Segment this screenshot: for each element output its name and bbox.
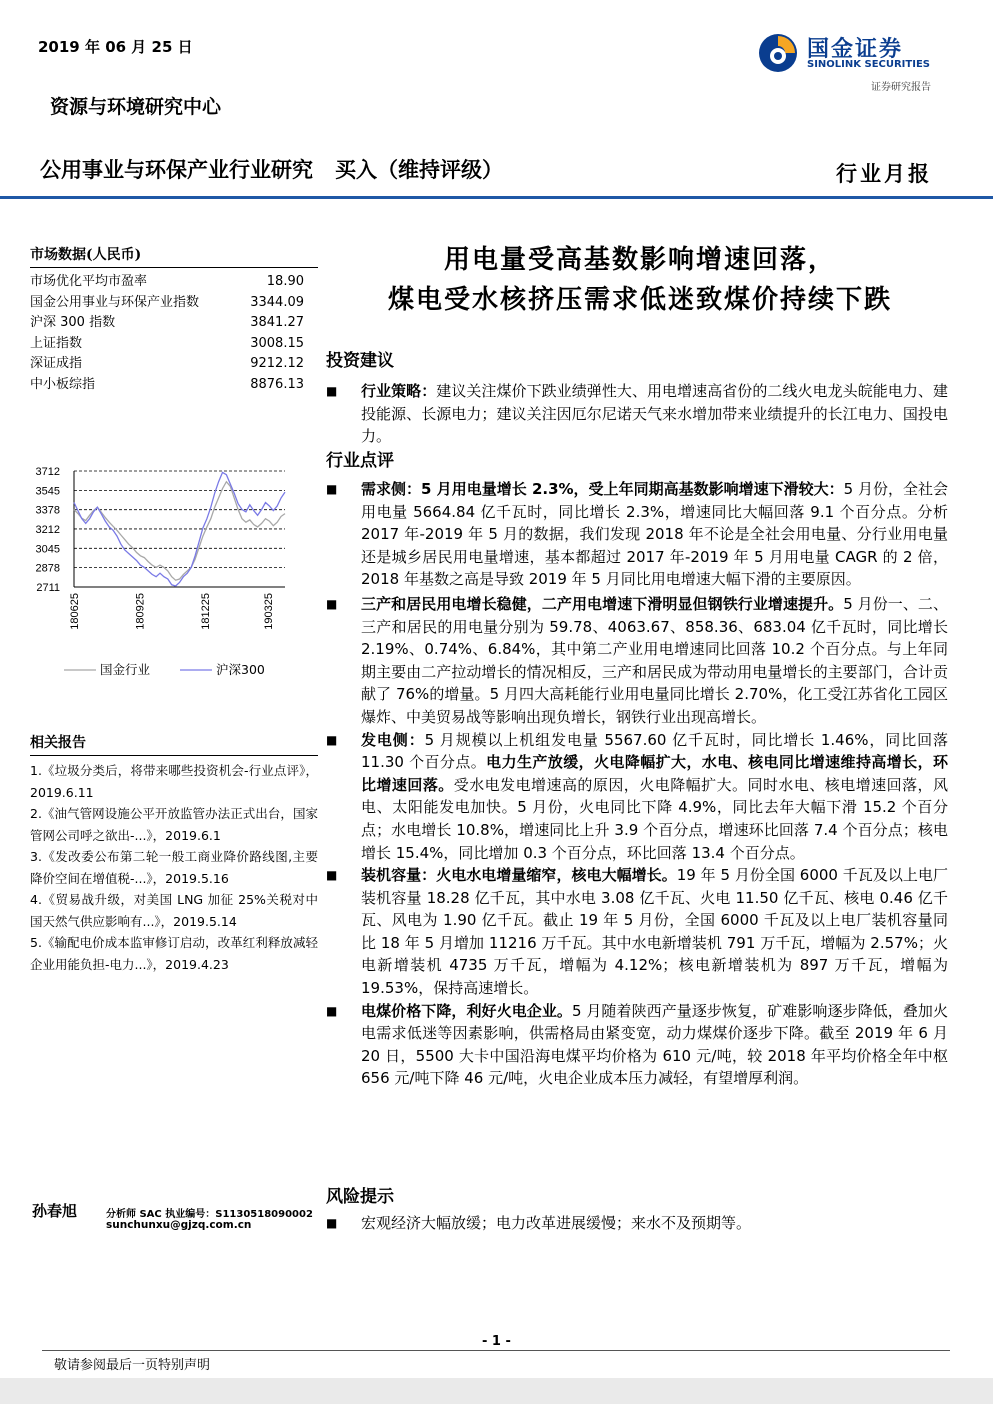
related-reports-panel — [30, 732, 318, 975]
market-data-panel — [30, 244, 318, 395]
research-center: 资源与环境研究中心 — [50, 96, 222, 118]
title-line-1: 用电量受高基数影响增速回落， — [443, 245, 836, 275]
footer-band — [0, 1378, 993, 1404]
review-head-text: 行业点评 — [326, 451, 394, 471]
coal-text: 5 月随着陕西产量逐步恢复，矿难影响逐步降低，叠加火电需求低迷等因素影响，供需格局由紧变宽，动力煤煤价逐步下降。截至 2019 年 6 月 20 日，5500 大卡中国沿海电煤平均价格为 610 元/吨，较 2018 年平均价格全年中枢 656 元/吨下降 46 元/吨，火电企业成本压力减轻，有望增厚利润。 — [361, 1001, 948, 1088]
review-bullets — [326, 478, 948, 1090]
chart-series-line — [74, 482, 285, 581]
market-data-label: 中小板综指 — [30, 376, 96, 392]
chart-y-tick-label: 3212 — [35, 523, 60, 536]
footer-note: 敬请参阅最后一页特别声明 — [54, 1358, 211, 1373]
tertiary-bullet — [326, 593, 948, 729]
related-reports-list — [30, 760, 318, 975]
chart-y-tick-label: 3712 — [35, 466, 60, 478]
gen-text-1: 5 月规模以上机组发电量 5567.60 亿千瓦时，同比增长 1.46%，同比回落 11.30 个百分点。 — [361, 730, 948, 772]
market-data-value: 3344.09 — [250, 294, 304, 310]
demand-text: 5 月份，全社会用电量 5664.84 亿千瓦时，同比增长 2.3%，增速同比大幅回落 9.1 个百分点。分析 2017 年-2019 年 5 月的数据，我们发现 2018 年不论是全社会用电量、分行业用电量还是城乡居民用电量增速，基本都超过 2017 年-2019 年 5 月用电量 CAGR 的 2 倍，2018 年基数之高是导致 2019 年 5 月同比用电增速大幅下滑的主要原因。 — [361, 480, 948, 589]
market-data-row — [30, 375, 318, 396]
footer-rule — [42, 1350, 950, 1351]
chart-y-tick-label: 3545 — [35, 485, 60, 498]
related-report-item[interactable]: 1.《垃圾分类后，将带来哪些投资机会-行业点评》，2019.6.11 — [30, 763, 318, 800]
market-data-row — [30, 313, 318, 334]
gen-label-2: 电力生产放缓，火电降幅扩大，水电、核电同比增速维持高增长，环比增速回落。 — [361, 753, 948, 794]
market-data-value: 3841.27 — [250, 315, 304, 330]
tertiary-text: 5 月份一、二、三产和居民的用电量分别为 59.78、4063.67、858.36、683.04 亿千瓦时，同比增长 2.19%、0.74%、6.84%，其中第二产业用电增速同比回落 10.2 个百分点。与上年同期主要由二产拉动增长的情况相反，三产和居民成为带动用电量增长的主要部门，合计贡献了 76%的增量。5 月四大高耗能行业用电量同比增长 2.70%，化工受江苏省化工园区爆炸、中美贸易战等影响出现负增长，钢铁行业出现高增长。 — [361, 594, 948, 726]
invest-head-text: 投资建议 — [326, 351, 394, 371]
chart-x-tick-label: 190325 — [263, 593, 276, 630]
market-data-label: 市场优化平均市盈率 — [30, 274, 148, 289]
strategy-label: 行业策略： — [361, 382, 437, 400]
market-data-label: 上证指数 — [30, 335, 83, 351]
chart-x-tick-label: 180625 — [69, 593, 81, 630]
header-rule — [0, 196, 993, 199]
logo-mark-icon — [757, 32, 799, 74]
index-line-chart — [30, 460, 300, 690]
chart-x-tick-label: 180925 — [134, 593, 147, 630]
chart-y-tick-label: 2878 — [35, 562, 60, 575]
report-type: 行业月报 — [836, 161, 932, 186]
related-report-item[interactable]: 4.《贸易战升级，对美国 LNG 加征 25%关税对中国天然气供应影响有...》，2019.5.14 — [30, 892, 318, 929]
page-number: - 1 - — [482, 1334, 511, 1349]
demand-label: 需求侧：5 月用电量增长 2.3%，受上年同期高基数影响增速下滑较大： — [361, 480, 844, 498]
title-line-2: 煤电受水核挤压需求低迷致煤价持续下跌 — [387, 285, 892, 315]
risk-head — [326, 1182, 948, 1207]
demand-bullet — [326, 478, 948, 591]
bullet-icon: ■ — [326, 1216, 338, 1230]
related-report-item[interactable]: 5.《输配电价成本监审修订启动，改革红利释放减轻企业用能负担-电力...》，2019.4.23 — [30, 935, 318, 972]
bullet-icon: ■ — [326, 732, 338, 747]
chart-y-tick-label: 3045 — [35, 543, 60, 556]
bullet-icon: ■ — [326, 482, 338, 496]
chart-y-tick-label: 3378 — [35, 504, 60, 517]
market-data-label: 沪深 300 指数 — [30, 315, 116, 330]
capacity-label: 装机容量：火电水电增量缩窄，核电大幅增长。 — [361, 866, 677, 885]
market-data-value: 18.90 — [266, 274, 304, 289]
bullet-icon: ■ — [326, 596, 338, 611]
report-title — [330, 240, 950, 320]
header-line — [40, 154, 503, 184]
analyst-cert: 分析师 SAC 执业编号：S1130518090002 — [106, 1209, 313, 1220]
market-data-row — [30, 354, 318, 375]
gen-label-1: 发电侧： — [361, 730, 425, 749]
capacity-text: 19 年 5 月份全国 6000 千瓦及以上电厂装机容量 18.28 亿千瓦，其中水电 3.08 亿千瓦、火电 11.50 亿千瓦、核电 0.46 亿千瓦、风电为 1.90 亿千瓦。截止 19 年 5 月份，全国 6000 千瓦及以上电厂装机容量同比 18 年 5 月增加 11216 万千瓦。其中水电新增装机 791 万千瓦，增幅为 2.57%；火电新增装机 4735 万千瓦，增幅为 4.12%；核电新增装机为 897 万千瓦，增幅为 19.53%，保持高速增长。 — [361, 866, 948, 998]
risk-bullet — [326, 1212, 948, 1235]
logo-text-cn: 国金证券 — [807, 37, 904, 62]
related-report-item[interactable]: 3.《发改委公布第二轮一般工商业降价路线图,主要降价空间在增值税-...》，2019.5.16 — [30, 849, 318, 886]
coal-label: 电煤价格下降，利好火电企业。 — [361, 1001, 572, 1020]
strategy-text: 建议关注煤价下跌业绩弹性大、用电增速高省份的二线火电龙头皖能电力、建投能源、长源电力；建议关注因厄尔尼诺天气来水增加带来业绩提升的长江电力、国投电力。 — [361, 382, 948, 446]
report-date: 2019 年 06 月 25 日 — [38, 38, 193, 56]
market-data-title: 市场数据(人民币) — [30, 244, 318, 268]
gen-bullet — [326, 729, 948, 865]
analyst-name: 孙春旭 — [32, 1202, 78, 1220]
market-data-value: 3008.15 — [250, 335, 304, 351]
market-data-value: 8876.13 — [250, 376, 304, 392]
coal-bullet — [326, 1000, 948, 1090]
chart-legend-label: 国金行业 — [100, 662, 151, 677]
tertiary-label: 三产和居民用电增长稳健，二产用电增速下滑明显但钢铁行业增速提升。 — [361, 594, 844, 613]
chart-y-tick-label: 2711 — [36, 582, 60, 594]
related-report-item[interactable]: 2.《油气管网设施公平开放监管办法正式出台，国家管网公司呼之欲出-...》，2019.6.1 — [30, 806, 318, 843]
logo-text-en: SINOLINK SECURITIES — [807, 59, 930, 70]
invest-head — [326, 346, 948, 371]
bullet-icon: ■ — [326, 868, 338, 883]
market-data-row — [30, 334, 318, 355]
rating: 买入（维持评级） — [335, 158, 503, 182]
bullet-icon: ■ — [326, 384, 338, 398]
related-reports-title: 相关报告 — [30, 732, 318, 756]
market-data-value: 9212.12 — [250, 356, 304, 371]
logo-subtitle: 证券研究报告 — [871, 82, 931, 93]
invest-strategy — [326, 380, 948, 448]
market-data-row — [30, 293, 318, 314]
market-data-label: 国金公用事业与环保产业指数 — [30, 294, 200, 310]
chart-legend-label: 沪深300 — [216, 662, 265, 677]
gen-text-2: 受水电发电增速高的原因，火电降幅扩大。同时水电、核电增速回落，风电、太阳能发电加快。5 月份，火电同比下降 4.9%，同比去年大幅下滑 15.2 个百分点；水电增长 10.8%，增速同比上升 3.9 个百分点，增速环比回落 7.4 个百分点；核电增长 15.4%，同比增加 0.3 个百分点，环比回落 13.4 个百分点。 — [361, 775, 948, 862]
market-data-label: 深证成指 — [30, 356, 83, 371]
capacity-bullet — [326, 864, 948, 1000]
review-head — [326, 446, 948, 471]
risk-head-text: 风险提示 — [326, 1187, 394, 1207]
risk-text: 宏观经济大幅放缓；电力改革进展缓慢；来水不及预期等。 — [361, 1214, 752, 1232]
industry-name: 公用事业与环保产业行业研究 — [40, 158, 313, 182]
analyst-email[interactable]: sunchunxu@gjzq.com.cn — [106, 1219, 252, 1231]
market-data-rows — [30, 272, 318, 395]
market-data-row — [30, 272, 318, 293]
bullet-icon: ■ — [326, 1003, 338, 1018]
chart-x-tick-label: 181225 — [199, 593, 212, 630]
sinolink-logo — [757, 30, 957, 80]
